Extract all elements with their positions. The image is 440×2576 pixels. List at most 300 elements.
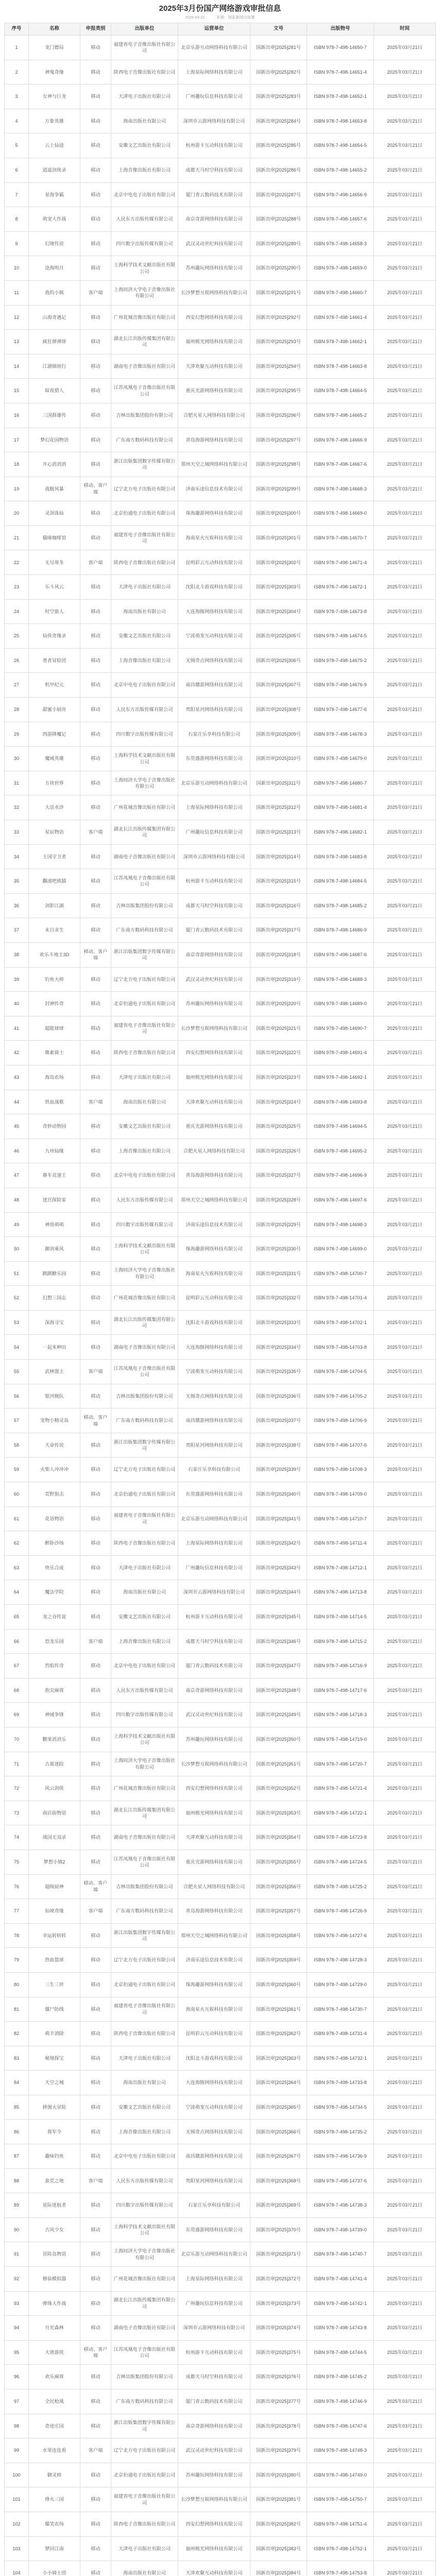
cell-isbn: ISBN 978-7-498-14695-2 — [307, 1139, 374, 1164]
cell-publisher: 海南出版社有限公司 — [111, 1090, 178, 1115]
cell-isbn: ISBN 978-7-498-14739-0 — [307, 2218, 374, 2243]
cell-name: 恐龙乐园 — [29, 1630, 80, 1654]
cell-isbn: ISBN 978-7-498-14741-4 — [307, 2267, 374, 2292]
cell-operator: 昆明彩云互动科技有限公司 — [178, 2022, 250, 2046]
cell-date: 2025年03月21日 — [374, 60, 436, 85]
cell-isbn: ISBN 978-7-498-14733-8 — [307, 2071, 374, 2095]
cell-approval: 国新出审[2025]299号 — [250, 477, 307, 502]
cell-type: 移动 — [80, 795, 111, 820]
cell-publisher: 北京伯通电子出版社有限公司 — [111, 1482, 178, 1507]
cell-approval: 国新出审[2025]363号 — [250, 2046, 307, 2071]
cell-operator: 厦门青云数码技术有限公司 — [178, 918, 250, 943]
cell-operator: 西安幻想网络科技有限公司 — [178, 2512, 250, 2537]
cell-date: 2025年03月21日 — [374, 1163, 436, 1188]
cell-date: 2025年03月21日 — [374, 2046, 436, 2071]
header-type: 申报类别 — [80, 23, 111, 36]
page-title: 2025年3月份国产网络游戏审批信息 — [159, 4, 281, 13]
cell-publisher: 辽宁北方电子出版社有限公司 — [111, 1948, 178, 1973]
cell-type: 移动 — [80, 1335, 111, 1360]
cell-type: 移动 — [80, 1948, 111, 1973]
cell-operator: 武汉灵动世纪科技有限公司 — [178, 968, 250, 992]
cell-type: 移动 — [80, 1752, 111, 1777]
cell-approval: 国新出审[2025]291号 — [250, 281, 307, 306]
cell-approval: 国新出审[2025]337号 — [250, 1409, 307, 1433]
cell-operator: 大连海豚网络科技有限公司 — [178, 2071, 250, 2095]
cell-operator: 大连海豚网络科技有限公司 — [178, 1335, 250, 1360]
cell-operator: 上海星际网络科技有限公司 — [178, 795, 250, 820]
cell-name: 大话水浒 — [29, 795, 80, 820]
cell-publisher: 上海音像出版社有限公司 — [111, 2120, 178, 2144]
cell-operator: 杭州游卡互动科技有限公司 — [178, 2341, 250, 2365]
cell-name: 暗夜猎人 — [29, 379, 80, 403]
cell-operator: 天津欢聚互动科技有限公司 — [178, 1825, 250, 1850]
cell-date: 2025年03月21日 — [374, 133, 436, 158]
cell-date: 2025年03月21日 — [374, 2218, 436, 2243]
cell-operator: 东莞盛游网络科技有限公司 — [178, 747, 250, 771]
cell-index: 97 — [5, 2389, 29, 2414]
cell-isbn: ISBN 978-7-498-14667-6 — [307, 452, 374, 477]
cell-date: 2025年03月21日 — [374, 1335, 436, 1360]
cell-date: 2025年03月21日 — [374, 2095, 436, 2120]
cell-type: 移动 — [80, 1924, 111, 1948]
cell-index: 62 — [5, 1531, 29, 1556]
cell-date: 2025年03月21日 — [374, 1924, 436, 1948]
cell-date: 2025年03月21日 — [374, 2071, 436, 2095]
cell-operator: 珠海趣游网络科技有限公司 — [178, 1973, 250, 1997]
cell-operator: 深圳市云游网络科技有限公司 — [178, 1580, 250, 1605]
cell-type: 移动 — [80, 918, 111, 943]
cell-type: 移动 — [80, 1825, 111, 1850]
cell-date: 2025年03月21日 — [374, 649, 436, 673]
cell-index: 74 — [5, 1825, 29, 1850]
cell-date: 2025年03月21日 — [374, 281, 436, 306]
cell-name: 江湖烟雨行 — [29, 354, 80, 379]
cell-approval: 国新出审[2025]314号 — [250, 845, 307, 870]
cell-type: 移动 — [80, 1384, 111, 1409]
cell-isbn: ISBN 978-7-498-14693-8 — [307, 1090, 374, 1115]
cell-approval: 国新出审[2025]344号 — [250, 1580, 307, 1605]
cell-date: 2025年03月21日 — [374, 1801, 436, 1826]
cell-isbn: ISBN 978-7-498-14656-9 — [307, 183, 374, 208]
cell-approval: 国新出审[2025]301号 — [250, 526, 307, 551]
table-row — [5, 526, 436, 551]
cell-operator: 石家庄乐享科技有限公司 — [178, 1458, 250, 1482]
cell-approval: 国新出审[2025]286号 — [250, 158, 307, 183]
cell-name: 海岛农场 — [29, 1065, 80, 1090]
cell-isbn: ISBN 978-7-498-14740-7 — [307, 2242, 374, 2267]
cell-isbn: ISBN 978-7-498-14670-7 — [307, 526, 374, 551]
cell-publisher: 天津电子出版社有限公司 — [111, 2046, 178, 2071]
cell-date: 2025年03月21日 — [374, 1531, 436, 1556]
cell-approval: 国新出审[2025]373号 — [250, 2292, 307, 2316]
cell-index: 5 — [5, 133, 29, 158]
cell-type: 移动 — [80, 109, 111, 134]
cell-name: 跳跳糖乐园 — [29, 1262, 80, 1286]
cell-date: 2025年03月21日 — [374, 1090, 436, 1115]
table-row — [5, 1973, 436, 1997]
cell-publisher: 上海同济大学电子音像出版社有限公司 — [111, 2242, 178, 2267]
cell-approval: 国新出审[2025]324号 — [250, 1090, 307, 1115]
cell-name: 快乐合成 — [29, 1556, 80, 1581]
cell-operator: 天津欢聚互动科技有限公司 — [178, 2561, 250, 2576]
cell-name: 幻境传说 — [29, 232, 80, 257]
cell-isbn: ISBN 978-7-498-14673-8 — [307, 600, 374, 624]
cell-approval: 国新出审[2025]285号 — [250, 133, 307, 158]
cell-isbn: ISBN 978-7-498-14691-4 — [307, 1041, 374, 1065]
cell-approval: 国新出审[2025]296号 — [250, 403, 307, 428]
cell-type: 移动 — [80, 1776, 111, 1801]
cell-approval: 国新出审[2025]283号 — [250, 84, 307, 109]
cell-date: 2025年03月21日 — [374, 771, 436, 796]
cell-name: 无尽寒冬 — [29, 550, 80, 575]
cell-publisher: 上海音像出版社有限公司 — [111, 1139, 178, 1164]
cell-index: 47 — [5, 1163, 29, 1188]
cell-isbn: ISBN 978-7-498-14707-6 — [307, 1433, 374, 1458]
table-row — [5, 1948, 436, 1973]
cell-date: 2025年03月21日 — [374, 2561, 436, 2576]
cell-operator: 广州趣玩信息科技有限公司 — [178, 84, 250, 109]
cell-index: 21 — [5, 526, 29, 551]
cell-operator: 西安幻想网络科技有限公司 — [178, 1041, 250, 1065]
cell-index: 69 — [5, 1703, 29, 1727]
cell-name: 古风少女 — [29, 2218, 80, 2243]
cell-isbn: ISBN 978-7-498-14722-1 — [307, 1801, 374, 1826]
cell-operator: 南京奇游网络科技有限公司 — [178, 1679, 250, 1703]
table-row — [5, 2463, 436, 2488]
cell-operator: 合肥火星人网络科技有限公司 — [178, 403, 250, 428]
cell-publisher: 湖南电子音像出版社有限公司 — [111, 845, 178, 870]
cell-index: 61 — [5, 1507, 29, 1532]
cell-name: 指尖麻将 — [29, 1679, 80, 1703]
cell-approval: 国新出审[2025]289号 — [250, 232, 307, 257]
table-row — [5, 1531, 436, 1556]
cell-name: 武林盟主 — [29, 1360, 80, 1384]
cell-isbn: ISBN 978-7-498-14678-3 — [307, 722, 374, 747]
table-row — [5, 869, 436, 894]
cell-operator: 长沙梦想互娱网络科技有限公司 — [178, 281, 250, 306]
cell-isbn: ISBN 978-7-498-14659-0 — [307, 256, 374, 281]
cell-name: 沧海明月 — [29, 256, 80, 281]
cell-index: 84 — [5, 2071, 29, 2095]
cell-approval: 国新出审[2025]346号 — [250, 1630, 307, 1654]
table-row — [5, 1213, 436, 1238]
cell-type: 移动 — [80, 526, 111, 551]
cell-isbn: ISBN 978-7-498-14694-5 — [307, 1114, 374, 1139]
cell-index: 23 — [5, 575, 29, 600]
cell-operator: 成都天马时空科技有限公司 — [178, 158, 250, 183]
cell-index: 12 — [5, 306, 29, 330]
table-row — [5, 2022, 436, 2046]
cell-isbn: ISBN 978-7-498-14738-3 — [307, 2193, 374, 2218]
cell-type: 移动 — [80, 1997, 111, 2022]
cell-index: 6 — [5, 158, 29, 183]
cell-name: 宠物小精灵岛 — [29, 1409, 80, 1433]
cell-approval: 国新出审[2025]335号 — [250, 1360, 307, 1384]
cell-date: 2025年03月21日 — [374, 1213, 436, 1238]
cell-operator: 珠海趣游网络科技有限公司 — [178, 1237, 250, 1262]
table-row — [5, 1580, 436, 1605]
cell-name: 神鬼奇缘 — [29, 60, 80, 85]
cell-publisher: 海南出版社有限公司 — [111, 2561, 178, 2576]
cell-name: 一起来种田 — [29, 1335, 80, 1360]
cell-approval: 国新出审[2025]382号 — [250, 2512, 307, 2537]
table-row — [5, 1727, 436, 1752]
cell-index: 102 — [5, 2512, 29, 2537]
cell-type: 客户端 — [80, 2438, 111, 2463]
cell-publisher: 海南出版社有限公司 — [111, 109, 178, 134]
cell-publisher: 福建省电子音像出版社有限公司 — [111, 526, 178, 551]
header-publisher: 出版单位 — [111, 23, 178, 36]
cell-name: 山海奇遇记 — [29, 306, 80, 330]
cell-date: 2025年03月21日 — [374, 575, 436, 600]
cell-date: 2025年03月21日 — [374, 698, 436, 722]
cell-isbn: ISBN 978-7-498-14681-4 — [307, 795, 374, 820]
cell-isbn: ISBN 978-7-498-14748-3 — [307, 2438, 374, 2463]
cell-isbn: ISBN 978-7-498-14703-8 — [307, 1335, 374, 1360]
cell-isbn: ISBN 978-7-498-14751-4 — [307, 2512, 374, 2537]
cell-date: 2025年03月21日 — [374, 2537, 436, 2562]
table-row — [5, 2561, 436, 2576]
cell-index: 76 — [5, 1875, 29, 1900]
header-index: 序号 — [5, 23, 29, 36]
cell-index: 25 — [5, 624, 29, 649]
cell-name: 神兽萌萌 — [29, 1213, 80, 1238]
cell-type: 移动 — [80, 36, 111, 60]
table-row — [5, 1041, 436, 1065]
cell-isbn: ISBN 978-7-498-14750-7 — [307, 2487, 374, 2512]
cell-operator: 贵阳星河网络科技有限公司 — [178, 2169, 250, 2194]
table-row — [5, 1482, 436, 1507]
cell-isbn: ISBN 978-7-498-14682-1 — [307, 820, 374, 845]
cell-date: 2025年03月21日 — [374, 1630, 436, 1654]
cell-publisher: 江苏凤凰电子音像出版社有限公司 — [111, 1850, 178, 1875]
cell-index: 80 — [5, 1973, 29, 1997]
cell-approval: 国新出审[2025]300号 — [250, 501, 307, 526]
cell-name: 九州仙缘 — [29, 1139, 80, 1164]
cell-publisher: 陕西电子音像出版社有限公司 — [111, 60, 178, 85]
cell-index: 24 — [5, 600, 29, 624]
cell-publisher: 陕西电子音像出版社有限公司 — [111, 550, 178, 575]
cell-index: 36 — [5, 894, 29, 919]
cell-approval: 国新出审[2025]309号 — [250, 722, 307, 747]
table-row — [5, 600, 436, 624]
cell-index: 66 — [5, 1630, 29, 1654]
cell-type: 移动 — [80, 1703, 111, 1727]
cell-date: 2025年03月21日 — [374, 894, 436, 919]
cell-approval: 国新出审[2025]318号 — [250, 943, 307, 968]
cell-name: 御剑乘风 — [29, 1237, 80, 1262]
cell-approval: 国新出审[2025]325号 — [250, 1114, 307, 1139]
cell-approval: 国新出审[2025]367号 — [250, 2144, 307, 2169]
cell-operator: 青岛海游网络科技有限公司 — [178, 1899, 250, 1924]
cell-operator: 成都天马时空科技有限公司 — [178, 894, 250, 919]
cell-operator: 南京奇游网络科技有限公司 — [178, 207, 250, 232]
cell-approval: 国新出审[2025]362号 — [250, 2022, 307, 2046]
cell-date: 2025年03月21日 — [374, 109, 436, 134]
cell-type: 移动 — [80, 232, 111, 257]
cell-publisher: 广东南方数码科技有限公司 — [111, 2389, 178, 2414]
cell-approval: 国新出审[2025]340号 — [250, 1482, 307, 1507]
cell-type: 移动 — [80, 183, 111, 208]
cell-name: 云上仙途 — [29, 133, 80, 158]
cell-isbn: ISBN 978-7-498-14683-8 — [307, 845, 374, 870]
cell-operator: 苏州趣玩网络科技有限公司 — [178, 256, 250, 281]
publish-date: 2025-03-21 — [185, 15, 205, 20]
cell-operator: 海南星火互娱科技有限公司 — [178, 526, 250, 551]
cell-date: 2025年03月21日 — [374, 2389, 436, 2414]
cell-date: 2025年03月21日 — [374, 2169, 436, 2194]
table-row — [5, 2341, 436, 2365]
cell-publisher: 上海科学技术文献出版社有限公司 — [111, 747, 178, 771]
cell-type: 移动 — [80, 1654, 111, 1679]
cell-name: 仙境奇缘 — [29, 1899, 80, 1924]
cell-isbn: ISBN 978-7-498-14687-6 — [307, 943, 374, 968]
table-row — [5, 550, 436, 575]
cell-date: 2025年03月21日 — [374, 1065, 436, 1090]
header-approval: 文号 — [250, 23, 307, 36]
cell-publisher: 湖南电子音像出版社有限公司 — [111, 354, 178, 379]
cell-index: 103 — [5, 2537, 29, 2562]
table-row — [5, 1752, 436, 1777]
cell-publisher: 浙江出版集团数字传媒有限公司 — [111, 1433, 178, 1458]
cell-index: 19 — [5, 477, 29, 502]
cell-operator: 宁波萌宠互动科技有限公司 — [178, 1360, 250, 1384]
cell-approval: 国新出审[2025]315号 — [250, 869, 307, 894]
cell-approval: 国新出审[2025]365号 — [250, 2095, 307, 2120]
cell-approval: 国新出审[2025]313号 — [250, 820, 307, 845]
cell-index: 82 — [5, 2022, 29, 2046]
cell-date: 2025年03月21日 — [374, 2120, 436, 2144]
cell-name: 将军令 — [29, 2120, 80, 2144]
table-row — [5, 1875, 436, 1900]
cell-publisher: 湖北长江出版传媒集团有限公司 — [111, 330, 178, 354]
cell-operator: 杭州游卡互动科技有限公司 — [178, 869, 250, 894]
table-row — [5, 575, 436, 600]
header-operator: 运营单位 — [178, 23, 250, 36]
cell-name: 梦回江南 — [29, 2537, 80, 2562]
table-row — [5, 1703, 436, 1727]
cell-publisher: 广州花城音像出版社有限公司 — [111, 1286, 178, 1311]
cell-isbn: ISBN 978-7-498-14720-7 — [307, 1752, 374, 1777]
cell-publisher: 海南出版社有限公司 — [111, 2071, 178, 2095]
cell-publisher: 福建省电子音像出版社有限公司 — [111, 2487, 178, 2512]
cell-publisher: 辽宁北方电子出版社有限公司 — [111, 2438, 178, 2463]
cell-index: 94 — [5, 2316, 29, 2341]
cell-operator: 上海星际网络科技有限公司 — [178, 2267, 250, 2292]
cell-type: 客户端 — [80, 820, 111, 845]
cell-name: 全民枪战 — [29, 2389, 80, 2414]
cell-name: 奇迹庄园 — [29, 2414, 80, 2439]
cell-type: 移动 — [80, 379, 111, 403]
table-row — [5, 183, 436, 208]
table-row — [5, 1458, 436, 1482]
header-isbn: 出版物号 — [307, 23, 374, 36]
cell-type: 移动 — [80, 2561, 111, 2576]
cell-type: 移动 — [80, 1801, 111, 1826]
cell-operator: 重庆光游网络科技有限公司 — [178, 379, 250, 403]
cell-name: 天空之城 — [29, 2071, 80, 2095]
cell-index: 11 — [5, 281, 29, 306]
cell-name: 商店街物语 — [29, 1801, 80, 1826]
cell-isbn: ISBN 978-7-498-14706-9 — [307, 1409, 374, 1433]
cell-operator: 昆明彩云互动科技有限公司 — [178, 550, 250, 575]
cell-operator: 杭州游卡互动科技有限公司 — [178, 133, 250, 158]
table-row — [5, 1335, 436, 1360]
cell-date: 2025年03月21日 — [374, 1605, 436, 1630]
cell-operator: 北京乐游互动网络科技有限公司 — [178, 36, 250, 60]
cell-isbn: ISBN 978-7-498-14710-7 — [307, 1507, 374, 1532]
cell-name: 疯狂弹弹球 — [29, 330, 80, 354]
cell-publisher: 安徽文艺出版社有限公司 — [111, 1114, 178, 1139]
table-row — [5, 354, 436, 379]
cell-isbn: ISBN 978-7-498-14729-0 — [307, 1973, 374, 1997]
cell-approval: 国新出审[2025]297号 — [250, 428, 307, 453]
cell-isbn: ISBN 978-7-498-14716-9 — [307, 1654, 374, 1679]
cell-date: 2025年03月21日 — [374, 1997, 436, 2022]
cell-isbn: ISBN 978-7-498-14675-2 — [307, 649, 374, 673]
cell-date: 2025年03月21日 — [374, 869, 436, 894]
cell-index: 81 — [5, 1997, 29, 2022]
cell-date: 2025年03月21日 — [374, 1114, 436, 1139]
cell-isbn: ISBN 978-7-498-14671-4 — [307, 550, 374, 575]
cell-type: 移动 — [80, 1458, 111, 1482]
cell-publisher: 福建省电子音像出版社有限公司 — [111, 1507, 178, 1532]
cell-type: 移动 — [80, 501, 111, 526]
cell-operator: 厦门青云数码技术有限公司 — [178, 183, 250, 208]
cell-date: 2025年03月21日 — [374, 1679, 436, 1703]
cell-isbn: ISBN 978-7-498-14749-0 — [307, 2463, 374, 2488]
cell-isbn: ISBN 978-7-498-14696-9 — [307, 1163, 374, 1188]
cell-publisher: 安徽文艺出版社有限公司 — [111, 1605, 178, 1630]
cell-type: 移动 — [80, 1850, 111, 1875]
cell-index: 45 — [5, 1114, 29, 1139]
table-row — [5, 1139, 436, 1164]
cell-type: 移动 — [80, 992, 111, 1016]
cell-approval: 国新出审[2025]357号 — [250, 1899, 307, 1924]
table-row — [5, 1188, 436, 1213]
cell-date: 2025年03月21日 — [374, 452, 436, 477]
cell-type: 移动 — [80, 2512, 111, 2537]
cell-name: 甜蜜小厨房 — [29, 698, 80, 722]
cell-date: 2025年03月21日 — [374, 2292, 436, 2316]
table-row — [5, 918, 436, 943]
cell-isbn: ISBN 978-7-498-14653-8 — [307, 109, 374, 134]
table-row — [5, 1899, 436, 1924]
cell-type: 移动 — [80, 1065, 111, 1090]
cell-approval: 国新出审[2025]312号 — [250, 795, 307, 820]
table-row — [5, 992, 436, 1016]
cell-operator: 济南乐途信息技术有限公司 — [178, 1213, 250, 1238]
cell-isbn: ISBN 978-7-498-14719-0 — [307, 1727, 374, 1752]
table-row — [5, 1016, 436, 1041]
cell-publisher: 广州花城音像出版社有限公司 — [111, 2267, 178, 2292]
cell-index: 72 — [5, 1776, 29, 1801]
cell-index: 13 — [5, 330, 29, 354]
table-row — [5, 968, 436, 992]
cell-type: 客户端 — [80, 550, 111, 575]
cell-publisher: 浙江出版集团数字传媒有限公司 — [111, 2414, 178, 2439]
cell-publisher: 天津电子出版社有限公司 — [111, 575, 178, 600]
cell-operator: 沈阳北斗游戏科技有限公司 — [178, 2046, 250, 2071]
table-row — [5, 379, 436, 403]
cell-index: 41 — [5, 1016, 29, 1041]
cell-publisher: 安徽文艺出版社有限公司 — [111, 624, 178, 649]
cell-approval: 国新出审[2025]375号 — [250, 2341, 307, 2365]
cell-type: 移动 — [80, 2144, 111, 2169]
cell-index: 67 — [5, 1654, 29, 1679]
cell-publisher: 广东南方数码科技有限公司 — [111, 918, 178, 943]
cell-index: 78 — [5, 1924, 29, 1948]
